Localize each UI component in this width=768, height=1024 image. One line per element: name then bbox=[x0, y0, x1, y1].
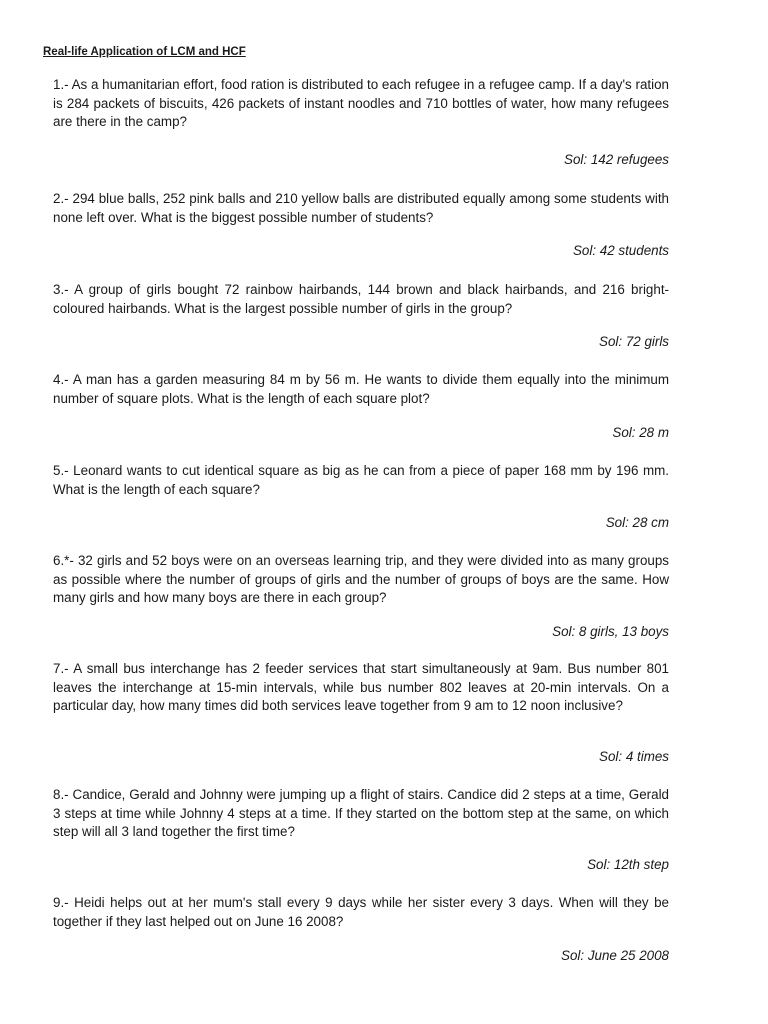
problem-1-solution: Sol: 142 refugees bbox=[564, 152, 669, 167]
problem-2-solution: Sol: 42 students bbox=[572, 243, 669, 258]
problem-8-text: 8.- Candice, Gerald and Johnny were jumping up a flight of stairs. Candice did 2 steps at a time, Gerald 3 steps at time while Johnny 4 steps at a time. If they started on the bottom step at the same, on which step will all 3 land together the first time? bbox=[53, 787, 669, 840]
problem-7-text: 7.- A small bus interchange has 2 feeder services that start simultaneously at 9am. Bus number 801 leaves the interchange at 15-min intervals, while bus number 802 leaves at 20-min intervals. On a particular day, how many times did both services leave together from 9 am to 12 noon inclusive? bbox=[53, 661, 669, 714]
problem-8-solution: Sol: 12th step bbox=[587, 857, 669, 872]
problem-5-text: 5.- Leonard wants to cut identical square as big as he can from a piece of paper 168 mm by 196 mm. What is the length of each square? bbox=[53, 463, 669, 497]
problem-4-solution: Sol: 28 m bbox=[612, 425, 669, 440]
problem-6-text: 6.*- 32 girls and 52 boys were on an overseas learning trip, and they were divided into as many groups as possible where the number of groups of girls and the number of groups of boys are the same. How many girls and how many boys are there in each group? bbox=[53, 553, 669, 606]
page-title: Real-life Application of LCM and HCF bbox=[43, 46, 246, 58]
problem-7-solution: Sol: 4 times bbox=[599, 749, 669, 764]
problem-2-text: 2.- 294 blue balls, 252 pink balls and 210 yellow balls are distributed equally among some students with none left over. What is the biggest possible number of students? bbox=[53, 191, 669, 225]
problem-3-solution: Sol: 72 girls bbox=[599, 334, 669, 349]
problem-3-text: 3.- A group of girls bought 72 rainbow hairbands, 144 brown and black hairbands, and 216 bright-coloured hairbands. What is the largest possible number of girls in the group? bbox=[53, 282, 669, 316]
problem-9-solution: Sol: June 25 2008 bbox=[561, 948, 669, 963]
problem-9-text: 9.- Heidi helps out at her mum's stall every 9 days while her sister every 3 days. When will they be together if they last helped out on June 16 2008? bbox=[53, 895, 669, 929]
problem-5-solution: Sol: 28 cm bbox=[605, 515, 669, 530]
problem-1-text: 1.- As a humanitarian effort, food ration is distributed to each refugee in a refugee camp. If a day's ration is 284 packets of biscuits, 426 packets of instant noodles and 710 bottles of water, how many refugees are there in the camp? bbox=[53, 77, 669, 130]
problem-4-text: 4.- A man has a garden measuring 84 m by 56 m. He wants to divide them equally into the minimum number of square plots. What is the length of each square plot? bbox=[53, 372, 669, 406]
problem-6-solution: Sol: 8 girls, 13 boys bbox=[552, 624, 669, 639]
